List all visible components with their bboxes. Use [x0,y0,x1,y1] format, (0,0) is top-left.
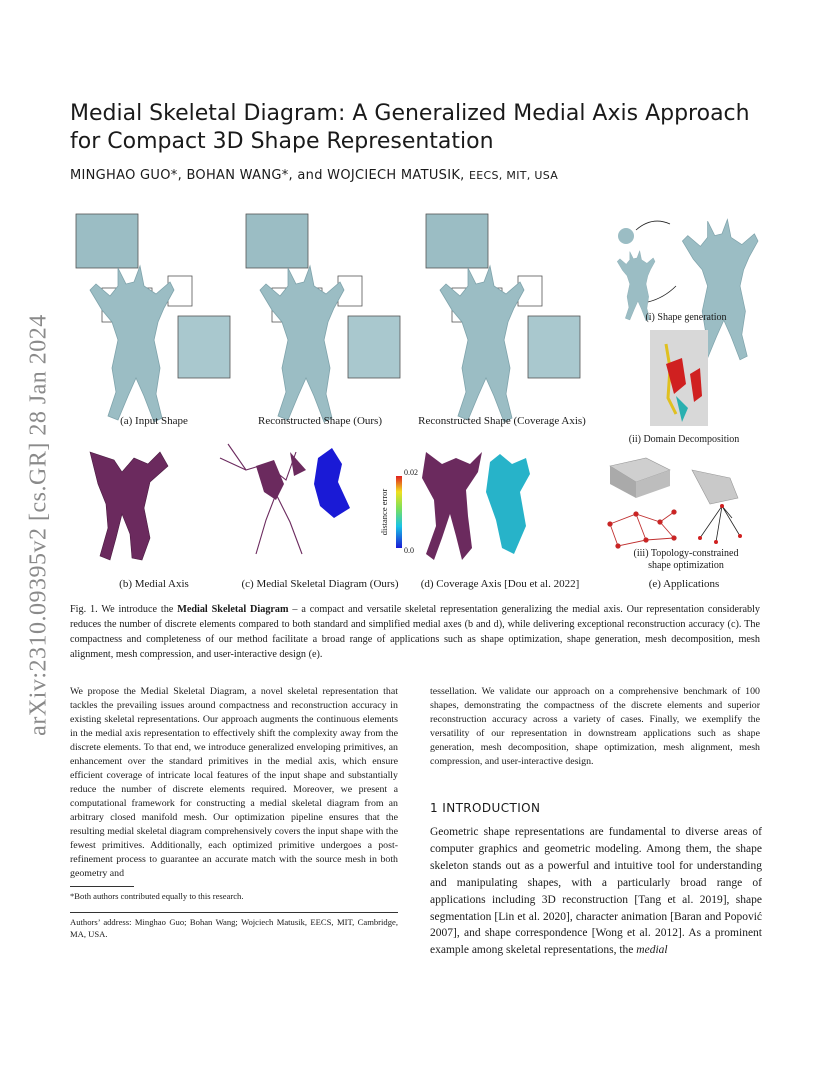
reconstruction-coverage-panel [426,214,580,422]
subcaption-applications: (e) Applications [648,578,720,590]
abstract-left: We propose the Medial Skeletal Diagram, a novel skeletal representation that tackles the prevailing issues around compactness and reconstruction accuracy in existing skeletal representations. Our approach augments the continuous elements in the medial axis representation to effectively shift the complexity away from the discrete elements. To that end, we introduce generalized enveloping primitives, an enhancement over the standard primitives in the medial axis, which ensure efficient coverage of intricate local features of the input shape and substantially reduce the number of discrete elements required. Moreover, we present a computational framework for constructing a medial skeletal diagram from an arbitrary closed manifold mesh. Our optimization pipeline ensures that the resulting medial skeletal diagram comprehensively covers the input shape with the fewest primitives. Additionally, each optimized primitive undergoes a post-refinement process to guarantee an accurate match with the source mesh in both geometry and [70,686,398,879]
caption-bold-term: Medial Skeletal Diagram [177,604,289,615]
figure-1 [70,208,760,600]
subcaption-reconstruction-coverage: Reconstructed Shape (Coverage Axis) [418,415,586,427]
medial-skeletal-diagram-panel [220,444,350,554]
author-line [70,168,558,183]
subcaption-medial-axis: (b) Medial Axis [119,578,189,590]
footnote-equal-contribution: *Both authors contributed equally to this research. [70,891,244,901]
medial-axis-panel [90,452,168,560]
author-affiliation: EECS, MIT, USA [469,169,559,182]
subcaption-coverage-axis: (d) Coverage Axis [Dou et al. 2022] [420,578,580,590]
subcaption-domain-decomposition: (ii) Domain Decomposition [628,434,740,445]
topology-optimization-panel [608,458,742,548]
input-shape-panel [76,214,230,422]
footnote-author-address: Authors’ address: Minghao Guo; Bohan Wang; Wojciech Matusik, EECS, MIT, Cambridge, MA, USA. [70,917,398,939]
author-names: MINGHAO GUO*, BOHAN WANG*, and WOJCIECH MATUSIK, [70,168,465,183]
arxiv-sidebar [14,290,64,760]
address-rule [70,912,398,913]
paper-title: Medial Skeletal Diagram: A Generalized Medial Axis Approach for Compact 3D Shape Representation [70,101,750,154]
reconstruction-ours-panel [246,214,400,422]
coverage-axis-panel [422,452,530,560]
introduction-body: Geometric shape representations are fundamental to diverse areas of computer graphics and geometric modeling. Among them, the shape skeleton stands out as a powerful and intuitive tool for understanding and manipulating shapes, with a particularly broad range of applications including 3D reconstruction [Tang et al. 2019], shape segmentation [Lin et al. 2020], character animation [Baran and Popović 2007], and shape correspondence [Wong et al. 2012]. As a prominent example among skeletal representations, the [430,826,762,957]
colorbar-max-label: 0.02 [404,468,418,477]
arxiv-identifier: arXiv:2310.09395v2 [cs.GR] 28 Jan 2024 [25,314,52,736]
section-heading-introduction: 1 INTRODUCTION [430,801,541,815]
caption-prefix: Fig. 1. We introduce the [70,604,178,615]
colorbar-axis-label: distance error [379,488,389,536]
subcaption-shape-generation: (i) Shape generation [645,312,727,323]
subcaption-medial-skeletal-diagram: (c) Medial Skeletal Diagram (Ours) [241,578,399,590]
subcaption-topology-optimization-2: shape optimization [648,560,724,571]
domain-decomposition-panel [650,330,708,426]
abstract-right: tessellation. We validate our approach on a comprehensive benchmark of 100 shapes, demonstrating the compactness of the discrete elements and superior reconstruction accuracy across a variety of cases. Finally, we exemplify the versatility of our representation in downstream applications such as shape generation, mesh decomposition, shape optimization, mesh alignment, mesh compression, and user-interactive design. [430,686,760,767]
footnote-rule [70,886,134,887]
subcaption-reconstruction-ours: Reconstructed Shape (Ours) [257,415,383,427]
distance-error-colorbar [396,476,402,548]
introduction-italic-term: medial [636,944,668,957]
figure-1-artwork [70,208,760,600]
introduction-text [430,824,762,959]
subcaption-topology-optimization: (iii) Topology-constrained [633,548,739,559]
subcaption-input-shape: (a) Input Shape [120,415,188,427]
figure-1-caption [70,602,760,662]
colorbar-min-label: 0.0 [404,546,414,555]
caption-body: – a compact and versatile skeletal representation generalizing the medial axis. Our representation considerably reduces the number of discrete elements compared to both standard and simplified medial axes (b and d), while delivering exceptional reconstruction accuracy (c). The compactness and completeness of our method facilitate a broad range of applications such as shape optimization, shape generation, mesh decomposition, mesh alignment, mesh compression, and user-interactive design (e). [70,604,760,660]
